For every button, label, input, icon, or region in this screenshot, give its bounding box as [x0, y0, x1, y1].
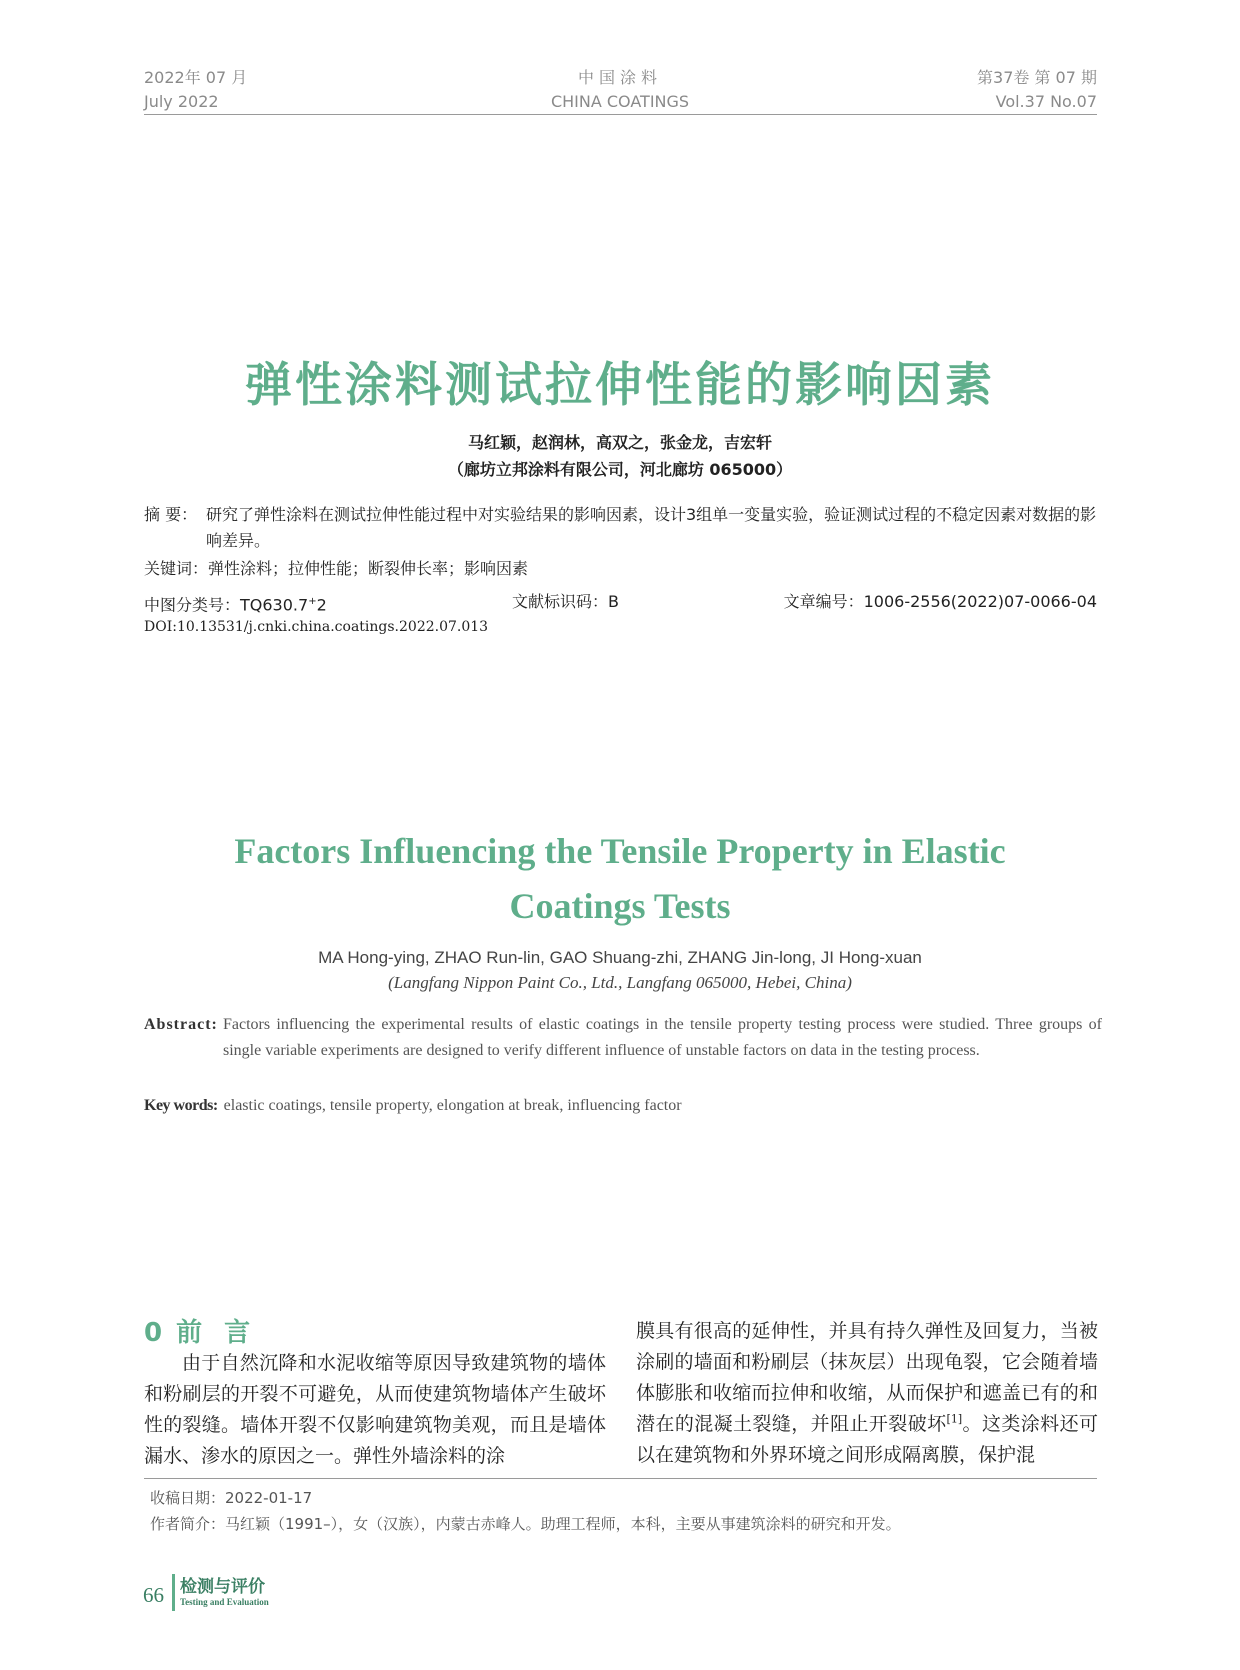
section-number: 0: [144, 1318, 165, 1348]
header-journal: [480, 66, 760, 114]
header-date-en: July 2022: [144, 92, 219, 111]
body-right-text-cont: 。这类涂料还可以在建筑物和外界环境之间形成隔离膜，保护混: [636, 1413, 1098, 1466]
footer-bar: [172, 1574, 175, 1611]
document-code: 文献标识码：B: [512, 592, 619, 611]
clc-label: 中图分类号：TQ630.7: [144, 595, 309, 615]
header-date-cn: 2022年 07 月: [144, 68, 248, 87]
footnote-author-bio: 作者简介：马红颖（1991–），女（汉族），内蒙古赤峰人。助理工程师，本科，主要从事建筑涂料的研究和开发。: [150, 1515, 901, 1533]
body-column-right: [636, 1316, 1098, 1471]
abstract-cn: [144, 502, 1100, 554]
footnote-received: 收稿日期：2022-01-17: [150, 1489, 313, 1507]
keywords-en-text: elastic coatings, tensile property, elongation at break, influencing factor: [223, 1097, 682, 1114]
citation-ref[interactable]: [1]: [946, 1412, 963, 1426]
article-title-en-line2: Coatings Tests: [509, 886, 731, 926]
authors-cn: 马红颖，赵润林，高双之，张金龙，吉宏轩: [467, 433, 772, 452]
article-title-en: [140, 824, 1100, 934]
classification-number: [144, 589, 327, 618]
abstract-en-text: Factors influencing the experimental results of elastic coatings in the tensile property testing process were studied. Three groups of single variable experiments are designed to verify different influence of unstable factors on data in the testing process.: [223, 1016, 1102, 1059]
header-date: [144, 66, 247, 114]
article-title-cn: 弹性涂料测试拉伸性能的影响因素: [245, 358, 995, 413]
article-number: 文章编号：1006-2556(2022)07-0066-04: [783, 592, 1097, 611]
clc-tail: 2: [316, 595, 327, 615]
body-column-left: 由于自然沉降和水泥收缩等原因导致建筑物的墙体和粉刷层的开裂不可避免，从而使建筑物墙体产生破坏性的裂缝。墙体开裂不仅影响建筑物美观，而且是墙体漏水、渗水的原因之一。弹性外墙涂料的涂: [144, 1352, 606, 1467]
authors-en: MA Hong-ying, ZHAO Run-lin, GAO Shuang-zhi, ZHANG Jin-long, JI Hong-xuan: [318, 948, 922, 967]
clc-superscript: +: [308, 596, 317, 607]
keywords-cn: 关键词：弹性涂料；拉伸性能；断裂伸长率；影响因素: [144, 559, 529, 578]
affiliation-cn: （廊坊立邦涂料有限公司，河北廊坊 065000）: [447, 460, 793, 479]
header-issue-cn: 第37卷 第 07 期: [977, 68, 1097, 87]
footer-section-cn: 检测与评价: [180, 1577, 265, 1597]
body-right-text: 膜具有很高的延伸性，并具有持久弹性及回复力，当被涂刷的墙面和粉刷层（抹灰层）出现龟裂，它会随着墙体膨胀和收缩而拉伸和收缩，从而保护和遮盖已有的和潜在的混凝土裂缝，并阻止开裂破坏: [636, 1320, 1098, 1435]
section-title: 前言: [176, 1318, 273, 1348]
footnote-divider: [144, 1478, 1097, 1479]
header-issue-en: Vol.37 No.07: [995, 92, 1097, 111]
affiliation-en: (Langfang Nippon Paint Co., Ltd., Langfang 065000, Hebei, China): [388, 973, 852, 992]
abstract-en-label: Abstract:: [144, 1016, 218, 1033]
header-journal-cn: 中国涂料: [577, 68, 662, 87]
keywords-en: [144, 1093, 682, 1119]
section-heading: [144, 1312, 272, 1349]
abstract-cn-label: 摘 要：: [144, 505, 198, 524]
doi: DOI:10.13531/j.cnki.china.coatings.2022.07.013: [144, 619, 489, 635]
header-divider: [144, 114, 1097, 115]
abstract-cn-text: 研究了弹性涂料在测试拉伸性能过程中对实验结果的影响因素，设计3组单一变量实验，验证测试过程的不稳定因素对数据的影响差异。: [206, 505, 1097, 550]
footer-section-en: Testing and Evaluation: [180, 1597, 269, 1607]
keywords-en-label: Key words:: [144, 1097, 218, 1114]
article-title-en-line1: Factors Influencing the Tensile Property in Elastic: [234, 831, 1006, 871]
header-issue: [977, 66, 1097, 114]
header-journal-en: CHINA COATINGS: [550, 92, 690, 111]
abstract-en: [144, 1012, 1102, 1064]
page-number: 66: [143, 1583, 164, 1607]
